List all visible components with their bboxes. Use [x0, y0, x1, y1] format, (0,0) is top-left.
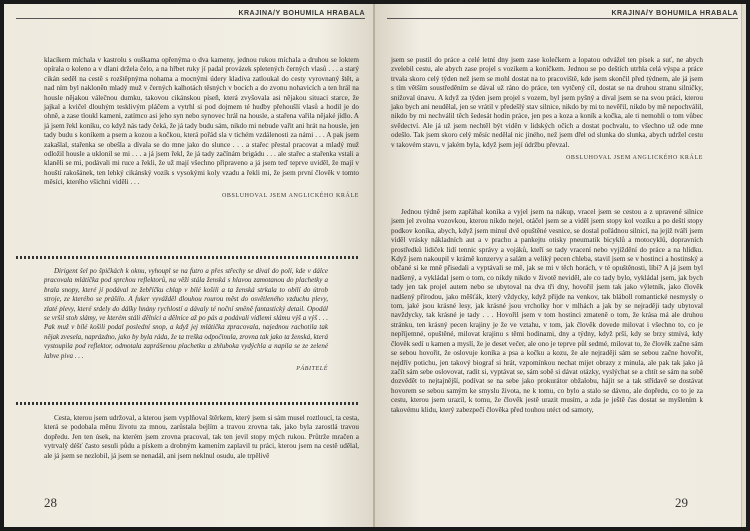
left-page [4, 4, 375, 527]
italic-excerpt-block [44, 267, 328, 374]
right-bottom-text-block [391, 208, 703, 415]
italic-excerpt-paragraph: Dirigent šel po špičkách k oknu, vyhoupl se na futro a přes střechy se díval do polí, kde v dálce pracovala mlátička pod sprchou reflektorů, na věži stála ženská s hlavou zamotanou do plachetky a brala snopy, které jí podával ze žebříčku chlap v bílé košili a ta ženská strkala to obilí do útrob stroje, ze kterého se prášilo. A fuker vyvážděl dlouhou rourou měst do osvětleného vzduchu plevy, zlaté plevy, které srdely do dálky hnány rychlostí a dávaly té noční směně fantastický detail. Opodál se vršil stoh slámy, ve kterém stáli dělníci a dělnice až po pás a podávali vidlemi slámu výš a výš . . . Pak muž v bílé košili podal poslední snop, a když jej mlátička zpracovala, najednou rachotila tak nějak zvesela, naprázdno, jako by byla ráda, že ta treška odpočinula, zrovna tak jako ta ženská, která vystoupila pod reflektor, odmotala zaprášenou plachetku a zhluboka vydýchla a napila se ze zelené lahve piva . . . [44, 267, 328, 360]
right-top-paragraph: jsem se pustil do práce a celé letní dny jsem zase kolečkem a lopatou odvážel ten písek a suť, ne abych zvelebil cestu, ale abych zase projel s vozíkem a koníčkem. Jednou se po deštích utrhla celá výspa a práce trvala skoro celý týden než jsem se mohl dostat na to pracoviště, kde jsem skončil před týdnem, ale já jsem s tím větším soustředěním se dával už ráno do práce, ten vytčený cíl, dostat se na druhou stranu silničky, snižoval únavu. A když za týden jsem projel s vozem, byl jsem pyšný a dival jsem se na svou práci, kterou jako bych ani neudělal, jen se vrátil v předešlý stav silnice, nikdo by mi to nevěřil, nikdo by mě nepochválil, nikdo by mi nechválil těch šedesát hodin práce, jen pes a koza a koník a kočka, ale ti nemohli o tom vůbec svědectví. Ale já už jsem nechtěl být viděn v lidských očích a dostat pochvalu, to všechno už ode mne odešlo. Tak jsem skoro celý měsíc nedělal nic jiného, než jsem dřel od slunka do slunka, abych udržel cestu v takovém stavu, v jakém byla, když jsem její údržbu převzal. [391, 56, 703, 149]
right-running-head: KRAJINA/Y BOHUMILA HRABALA [387, 10, 738, 19]
left-top-paragraph: klacíkem míchala v kastrolu s ouškama opřenýma o dva kameny, jednou rukou míchala a druhou se loktem opírala o koleno a v dlani držela čelo, a na hřbet ruky jí padal provázek spletených černých vlasů . . . a starý cikán seděl na cestě s rozštěpnýma nohama a mocnými údery kladiva zatloukal do cesty vyrovnaný štět, a nad ním byl naklonĕn mladý muž v černých kalhotách těsných v bocích a do zvonu nohavicích a ten hrál na housle nějakou válečnou dumku, takovou cikánskou píseň, která zvyšovala asi nějakou situaci starce, že jajkal a kvičel dlouhým tesklivým pláčem a vytrhl si pod dojmem té hudby přehoušlí vlasů a hodil je do ohně, a zase tloukl kameni, zatímco asi jeho syn nebo synovec hrál na housle, a stařena vařila nějaké jídlo. A já jsem řekl koníku, co když nás tady čeká, že já tady budu sám, nikdo mi nebude vařit ani hrát na housle, jen tady budu s koníkem a psem a kozou a kočkou, která pořád sla v tichém vzdálenosti za námi . . . A pak jsem zakašlal, stařenka se obešla a dívala se do mne jako do slunce . . . a stařec přestal pracovat a mladý muž odložil housle a uklonil se mi . . . a já jsem řekl, že já tady začínám brigádu . . . ale stařec a stařenka vstali a klaněli se mi, podávali mi ruce a řekli, že už mají všechno připraveno a já jsem teď teprve uviděl, že mají v houští rakošánek, ten lehký cikánský vozík s vysokými koly vzadu a řekli mi, že jsem první člověk v tomto měsíci, kterého všichni viděli . . . [44, 56, 359, 187]
right-page-number: 29 [675, 495, 688, 510]
book-spread [4, 4, 746, 527]
left-top-caption: OBSLUHOVAL JSEM ANGLICKÉHO KRÁLE [221, 192, 359, 199]
left-bottom-paragraph: Cesta, kterou jsem udržoval, a kterou jsem vyplňoval štěrkem, který jsem si sám musel roztloucí, ta cesta, která se podobala měnu životu za mnou, zarůstala bejlím a travou zrovna tak, jako byla zarostlá travou dopředu. Jen ten úsek, na kterém jsem zrovna pracoval, tak ten jevil stopy mých rukou. Průtrže mračen a vytrvalý déšť často sesuli půdu a pískem a drobným kamením zaplavil tu práci, kterou jsem na cestě udělal, ale já jsem se nezlobil, já jsem se nenadál, ani jsem neklnul osudu, ale trpělivě [44, 414, 359, 460]
right-bottom-paragraph: Jednou týdně jsem zapřáhal koníka a vyjel jsem na nákup, vracel jsem se cestou a z upravené silnice jsem jel zvolna vozovkou, kterou nikdo nejel, otáčel jsem se a viděl jsem stopy kol vozíku a po deští stopy podkov koníka, abych, když jsem minul dvě opuštěné vesnice, se dostal pořádnou silnicí, na jejíž tváři jsem viděl vrásky nákladních aut a v prachu a pankejtu otisky pneumatik bicyklů a motocyklů, dopravních prostředků lidiček lidí tennic správy a vojáků, kteří se tady vracení nebo vyjíždění do práce a na hlídku. Když jsem nakoupil v krámě konzervy a salám a veliký pecen chleba, stavil jsem se v hostinci a hostinský a občané si ke mně přisedali a vyptávali se mě, jak se mi v těch horách, v té opuštěnosti, líbí? A já jsem byl nadšený, a vykládal jsem o tom, co nikdy nikdo v životě neviděl, ale co tady bylo, vykládal jsem, jak bych tady jen tak projel autem nebo se ubytoval na dva tři dny, hovořil jsem tak jako výletník, jako člověk nadšený přírodou, jako měšťák, který vždycky, když přijde na venkov, tak bláboll romantické nesmysly o tom, jaké jsou krásné lesy, jak krásné jsou vrcholky hor v mlhách a jak by se nejraději tady ubytoval navždycky, tak krásné je tady . . . Hovořil jsem v tom hostinci zmateně o tom, že krása má ale druhou stránku, ten krásný pecen krajiny je že ve vztahu, v tom, jak člověk dovede milovat i všechno to, co je nepříjemné, opuštěné, milovat krajinu s těmi hodinami, dny a týdny, když prší, kdy se brzy stmívá, kdy člověk sedí u kamen a myslí, že je deset večer, ale ono je teprve půl sedmé, milovat to, že člověk začne sám se sebou hovořit, že oslovuje koníka a psa a kočku a kozu, že ale nejraději sám se sebou začne hovořit, nejdřív potichu, jen takový biograf si hrát, vzpomínkou nechat mijet obrazy z minula, ale pak tak jako já začít sám sebe oslovovat, radit si, vyptávat se, sám sobě si dávat otázky, vyslýchat se a chtít se sám na sobě dozvědět to nejtajnější, podívat se na sebe jako prokurátor obžalobu, hájit se a tak střídavě se dostávat hovorem se sebou samým ke smyslu života, ne k tomu, co bylo a stalo se dávno, ale dopředu, co to je za cestu, kterou jsem urazil, k tomu, že člověk jestě urazit musím, a zda je ještě čas dostat se myšlením k takovému klidu, který zabezpečí člověka před touhou utéct od samoty, [391, 208, 703, 414]
top-dashed-divider [16, 256, 359, 259]
bottom-dashed-divider [16, 402, 359, 405]
right-top-text-block [391, 56, 703, 163]
left-top-text-block [44, 56, 359, 201]
left-page-number: 28 [44, 495, 57, 510]
italic-excerpt-caption: PÁBITELÉ [296, 366, 328, 373]
right-mid-caption: OBSLUHOVAL JSEM ANGLICKÉHO KRÁLE [565, 155, 703, 162]
left-bottom-text-block [44, 414, 359, 461]
page-edge [741, 4, 746, 527]
left-running-head: KRAJINA/Y BOHUMILA HRABALA [16, 10, 365, 19]
right-page [375, 4, 746, 527]
